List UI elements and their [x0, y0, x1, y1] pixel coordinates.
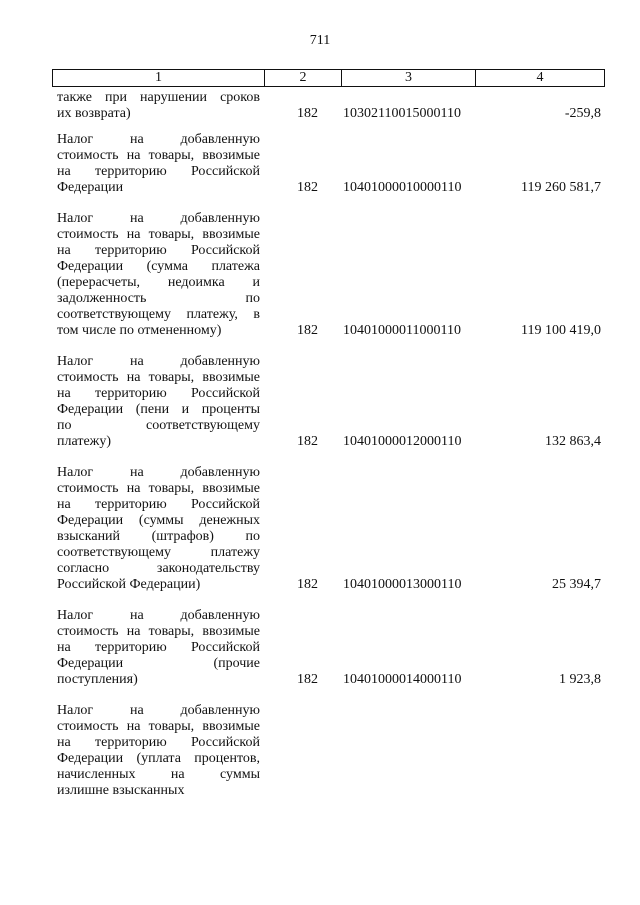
description-line: начисленных на суммы [57, 767, 260, 782]
amount: 119 100 419,0 [521, 323, 601, 338]
description-line: излишне взысканных [57, 783, 185, 798]
description-line: Налог на добавленную [57, 608, 260, 623]
row-description [57, 465, 260, 593]
amount: 132 863,4 [545, 434, 601, 449]
description-line: задолженность по [57, 291, 260, 306]
description-line: взысканий (штрафов) по [57, 529, 260, 544]
description-line: платежу) [57, 434, 111, 449]
table-row [57, 211, 605, 339]
description-line: Федерации [57, 180, 124, 195]
table-row [57, 132, 605, 196]
description-line: Налог на добавленную [57, 211, 260, 226]
row-description [57, 703, 260, 799]
amount: 119 260 581,7 [521, 180, 601, 195]
amount: 1 923,8 [559, 672, 601, 687]
admin-code: 182 [297, 672, 318, 687]
description-line: стоимость на товары, ввозимые [57, 148, 260, 163]
description-line: согласно законодательству [57, 561, 260, 576]
page-number: 711 [309, 33, 331, 48]
header-col-1: 1 [53, 70, 265, 86]
description-line: Налог на добавленную [57, 703, 260, 718]
budget-code: 10401000013000110 [343, 577, 462, 592]
admin-code: 182 [297, 323, 318, 338]
table-row [57, 354, 605, 450]
description-line: (перерасчеты, недоимка и [57, 275, 260, 290]
row-description [57, 132, 260, 196]
admin-code: 182 [297, 577, 318, 592]
admin-code: 182 [297, 434, 318, 449]
description-line: на территорию Российской [57, 164, 260, 179]
description-line: их возврата) [57, 106, 131, 121]
description-line: Федерации (уплата процентов, [57, 751, 260, 766]
description-line: на территорию Российской [57, 243, 260, 258]
table-row [57, 608, 605, 688]
description-line: соответствующему платежу, в [57, 307, 260, 322]
row-description [57, 354, 260, 450]
budget-code: 10401000011000110 [343, 323, 461, 338]
table-row [57, 90, 605, 122]
description-line: стоимость на товары, ввозимые [57, 227, 260, 242]
description-line: Федерации (суммы денежных [57, 513, 260, 528]
description-line: Налог на добавленную [57, 132, 260, 147]
description-line: на территорию Российской [57, 497, 260, 512]
description-line: Федерации (сумма платежа [57, 259, 260, 274]
description-line: по соответствующему [57, 418, 260, 433]
amount: 25 394,7 [552, 577, 601, 592]
description-line: том числе по отмененному) [57, 323, 222, 338]
table-row [57, 465, 605, 593]
description-line: Федерации (прочие [57, 656, 260, 671]
budget-code: 10401000010000110 [343, 180, 462, 195]
budget-code: 10302110015000110 [343, 106, 461, 121]
description-line: Налог на добавленную [57, 354, 260, 369]
table-row [57, 703, 605, 799]
admin-code: 182 [297, 106, 318, 121]
description-line: поступления) [57, 672, 138, 687]
budget-code: 10401000014000110 [343, 672, 462, 687]
description-line: на территорию Российской [57, 386, 260, 401]
description-line: стоимость на товары, ввозимые [57, 481, 260, 496]
description-line: Налог на добавленную [57, 465, 260, 480]
description-line: на территорию Российской [57, 640, 260, 655]
amount: -259,8 [564, 106, 601, 121]
table-header [52, 69, 605, 87]
description-line: Федерации (пени и проценты [57, 402, 260, 417]
header-col-2: 2 [265, 70, 342, 86]
description-line: стоимость на товары, ввозимые [57, 624, 260, 639]
description-line: соответствующему платежу [57, 545, 260, 560]
admin-code: 182 [297, 180, 318, 195]
row-description [57, 608, 260, 688]
description-line: также при нарушении сроков [57, 90, 260, 105]
description-line: Российской Федерации) [57, 577, 201, 592]
description-line: стоимость на товары, ввозимые [57, 370, 260, 385]
header-col-3: 3 [342, 70, 476, 86]
header-col-4: 4 [536, 70, 544, 85]
row-description [57, 90, 260, 122]
table-body [57, 90, 605, 799]
row-description [57, 211, 260, 339]
budget-code: 10401000012000110 [343, 434, 462, 449]
description-line: стоимость на товары, ввозимые [57, 719, 260, 734]
description-line: на территорию Российской [57, 735, 260, 750]
